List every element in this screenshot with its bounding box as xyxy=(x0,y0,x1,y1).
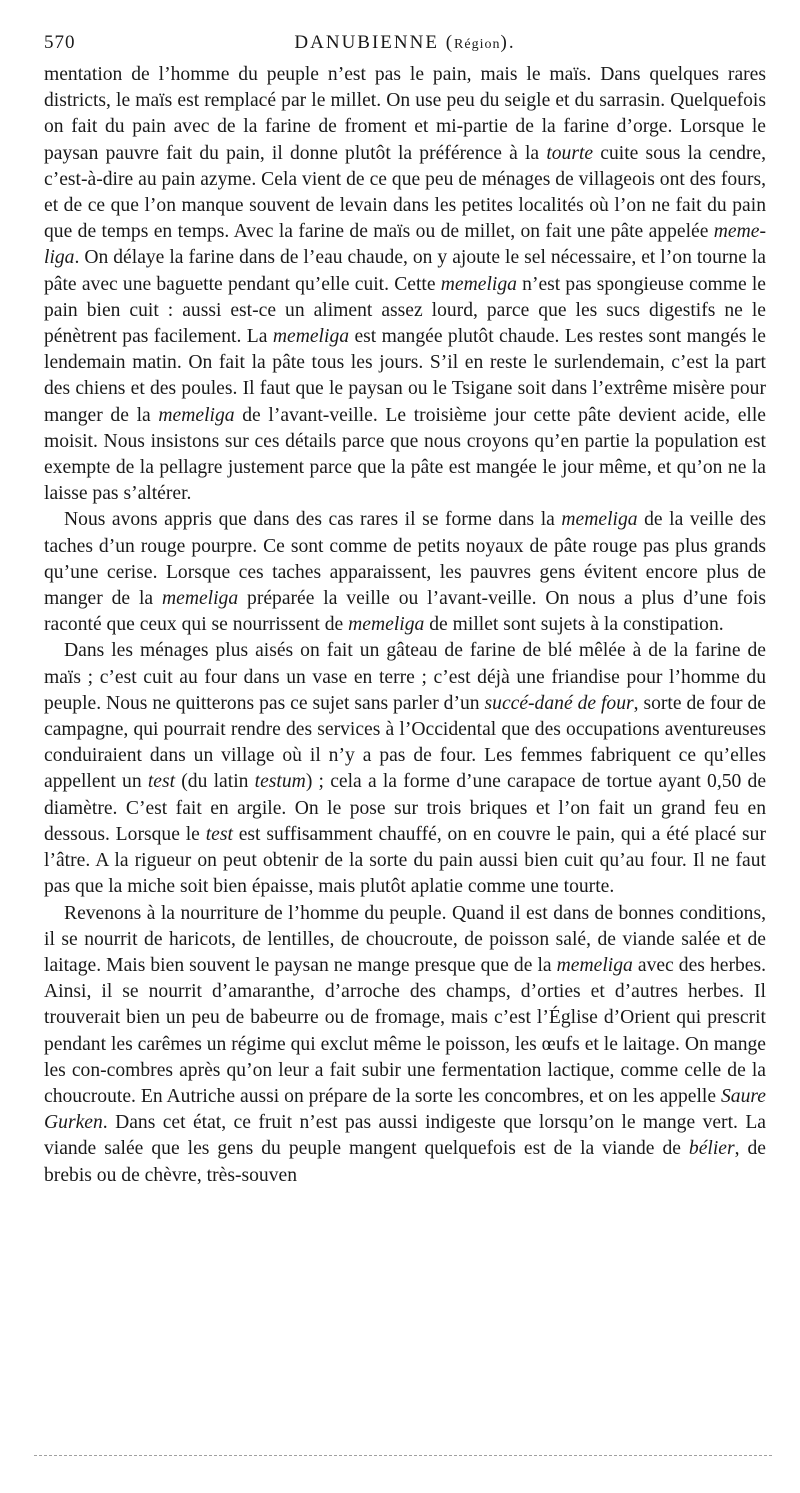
footer-dashed-rule xyxy=(34,1455,772,1456)
italic-term: succé-dané de four xyxy=(484,692,634,714)
italic-term: test xyxy=(147,771,176,793)
italic-term: memeliga xyxy=(561,509,638,531)
text-run: , sorte de four de campagne, qui pourrait rendre des services à l’Occidental que des occupations aventureuses conduiraient dans un village où il n’y a pas de four. Les femmes fabriquent ce qu’elles appellent un xyxy=(44,692,766,793)
italic-term: memeliga xyxy=(272,326,350,348)
text-run: , de brebis ou de chèvre, très-souven xyxy=(44,1138,766,1186)
running-title-open: ( xyxy=(438,32,455,53)
text-run: n’est pas spongieuse comme le pain bien cuit : aussi est-ce un aliment assez lourd, parce que les sucs digestifs ne le pénètrent pas facilement. La xyxy=(44,273,766,348)
paragraph xyxy=(44,638,766,900)
document-page xyxy=(44,26,766,1189)
text-run: avec des herbes. Ainsi, il se nourrit d’amaranthe, d’arroche des champs, d’orties et d’autres herbes. Il trouverait bien un peu de babeurre ou de fromage, mais c’est l’Église d’Orient qui prescrit pendant les carêmes un régime qui exclut même le poisson, les œufs et le laitage. On mange les con-combres après qu’on leur a fait subir une fermentation lactique, comme celle de la choucroute. En Autriche aussi on prépare de la sorte les concombres, et on les appelle xyxy=(44,954,766,1107)
italic-term: meme-liga xyxy=(44,221,766,269)
running-title-main: DANUBIENNE xyxy=(294,32,439,53)
italic-term: memeliga xyxy=(440,273,517,295)
italic-term: memeliga xyxy=(158,404,235,426)
italic-term: testum xyxy=(254,771,306,793)
text-run: de l’avant-veille. Le troisième jour cette pâte devient acide, elle moisit. Nous insistons sur ces détails parce que nous croyons qu’en partie la population est exempte de la pellagre justement parce que la pâte est mangée le jour même, et qu’on ne la laisse pas s’altérer. xyxy=(44,404,766,505)
text-run: . Dans cet état, ce fruit n’est pas aussi indigeste que lorsqu’on le mange vert. La viande salée que les gens du peuple mangent quelquefois est de la viande de xyxy=(44,1112,766,1160)
text-run: (du latin xyxy=(175,771,255,793)
text-run: mentation de l’homme du peuple n’est pas le pain, mais le maïs. Dans quelques rares districts, le maïs est remplacé par le millet. On use peu du seigle et du sarrasin. Quelquefois on fait du pain avec de la farine de froment et mi-partie de la farine d’orge. Lorsque le paysan pauvre fait du pain, il donne plutôt la préférence à la xyxy=(44,64,766,164)
running-title xyxy=(44,32,766,54)
body-text xyxy=(44,62,766,1189)
paragraph xyxy=(44,62,766,507)
running-title-subtitle: Région xyxy=(454,37,501,52)
text-run: cuite sous la cendre, c’est-à-dire au pain azyme. Cela vient de ce que peu de ménages de villageois ont des fours, et de ce que l’on manque souvent de levain dans les petites localités où l’on ne fait du pain que de temps en temps. Avec la farine de maïs ou de millet, on fait une pâte appelée xyxy=(44,142,767,243)
text-run: Dans les ménages plus aisés on fait un gâteau de farine de blé mêlée à de la farine de maïs ; c’est cuit au four dans un vase en terre ; c’est déjà une friandise pour l’homme du peuple. Nous ne quitterons pas ce sujet sans parler d’un xyxy=(44,640,766,714)
text-run: ) ; cela a la forme d’une carapace de tortue ayant 0,50 de diamètre. C’est fait en argile. On le pose sur trois briques et l’on fait un grand feu en dessous. Lorsque le xyxy=(44,771,767,845)
text-run: de millet sont sujets à la constipation. xyxy=(424,614,724,636)
italic-term: memeliga xyxy=(556,954,633,976)
running-header xyxy=(44,26,766,62)
text-run: Nous avons appris que dans des cas rares il se forme dans la xyxy=(64,509,562,531)
italic-term: memeliga xyxy=(348,614,425,636)
italic-term: bélier xyxy=(688,1138,735,1160)
text-run: préparée la veille ou l’avant-veille. On nous a plus d’une fois raconté que ceux qui se nourrissent de xyxy=(44,588,766,636)
text-run: . On délaye la farine dans de l’eau chaude, on y ajoute le sel nécessaire, et l’on tourne la pâte avec une baguette pendant qu’elle cuit. Cette xyxy=(44,247,766,295)
text-run: est mangée plutôt chaude. Les restes sont mangés le lendemain matin. On fait la pâte tous les jours. S’il en reste le surlendemain, c’est la part des chiens et des poules. Il faut que le paysan ou le Tsigane soit dans l’extrême misère pour manger de la xyxy=(44,326,766,426)
italic-term: tourte xyxy=(546,142,594,164)
italic-term: Saure Gurken xyxy=(44,1085,766,1134)
running-title-close: ). xyxy=(500,32,516,53)
text-run: Revenons à la nourriture de l’homme du peuple. Quand il est dans de bonnes conditions, il se nourrit de haricots, de lentilles, de choucroute, de poisson salé, de viande salée et de laitage. Mais bien souvent le paysan ne mange presque que de la xyxy=(44,902,766,976)
italic-term: memeliga xyxy=(161,588,239,610)
paragraph xyxy=(44,507,766,638)
page-number: 570 xyxy=(44,32,76,53)
paragraph xyxy=(44,901,766,1189)
text-run: est suffisamment chauffé, on en couvre le pain, qui a été placé sur l’âtre. A la rigueur on peut obtenir de la sorte du pain aussi bien cuit qu’au four. Il ne faut pas que la miche soit bien épaisse, mais plutôt aplatie comme une tourte. xyxy=(44,823,766,898)
italic-term: test xyxy=(205,823,233,845)
text-run: de la veille des taches d’un rouge pourpre. Ce sont comme de petits noyaux de pâte rouge pas plus grands qu’une cerise. Lorsque ces taches apparaissent, les pauvres gens évitent encore plus de manger de la xyxy=(44,509,766,610)
